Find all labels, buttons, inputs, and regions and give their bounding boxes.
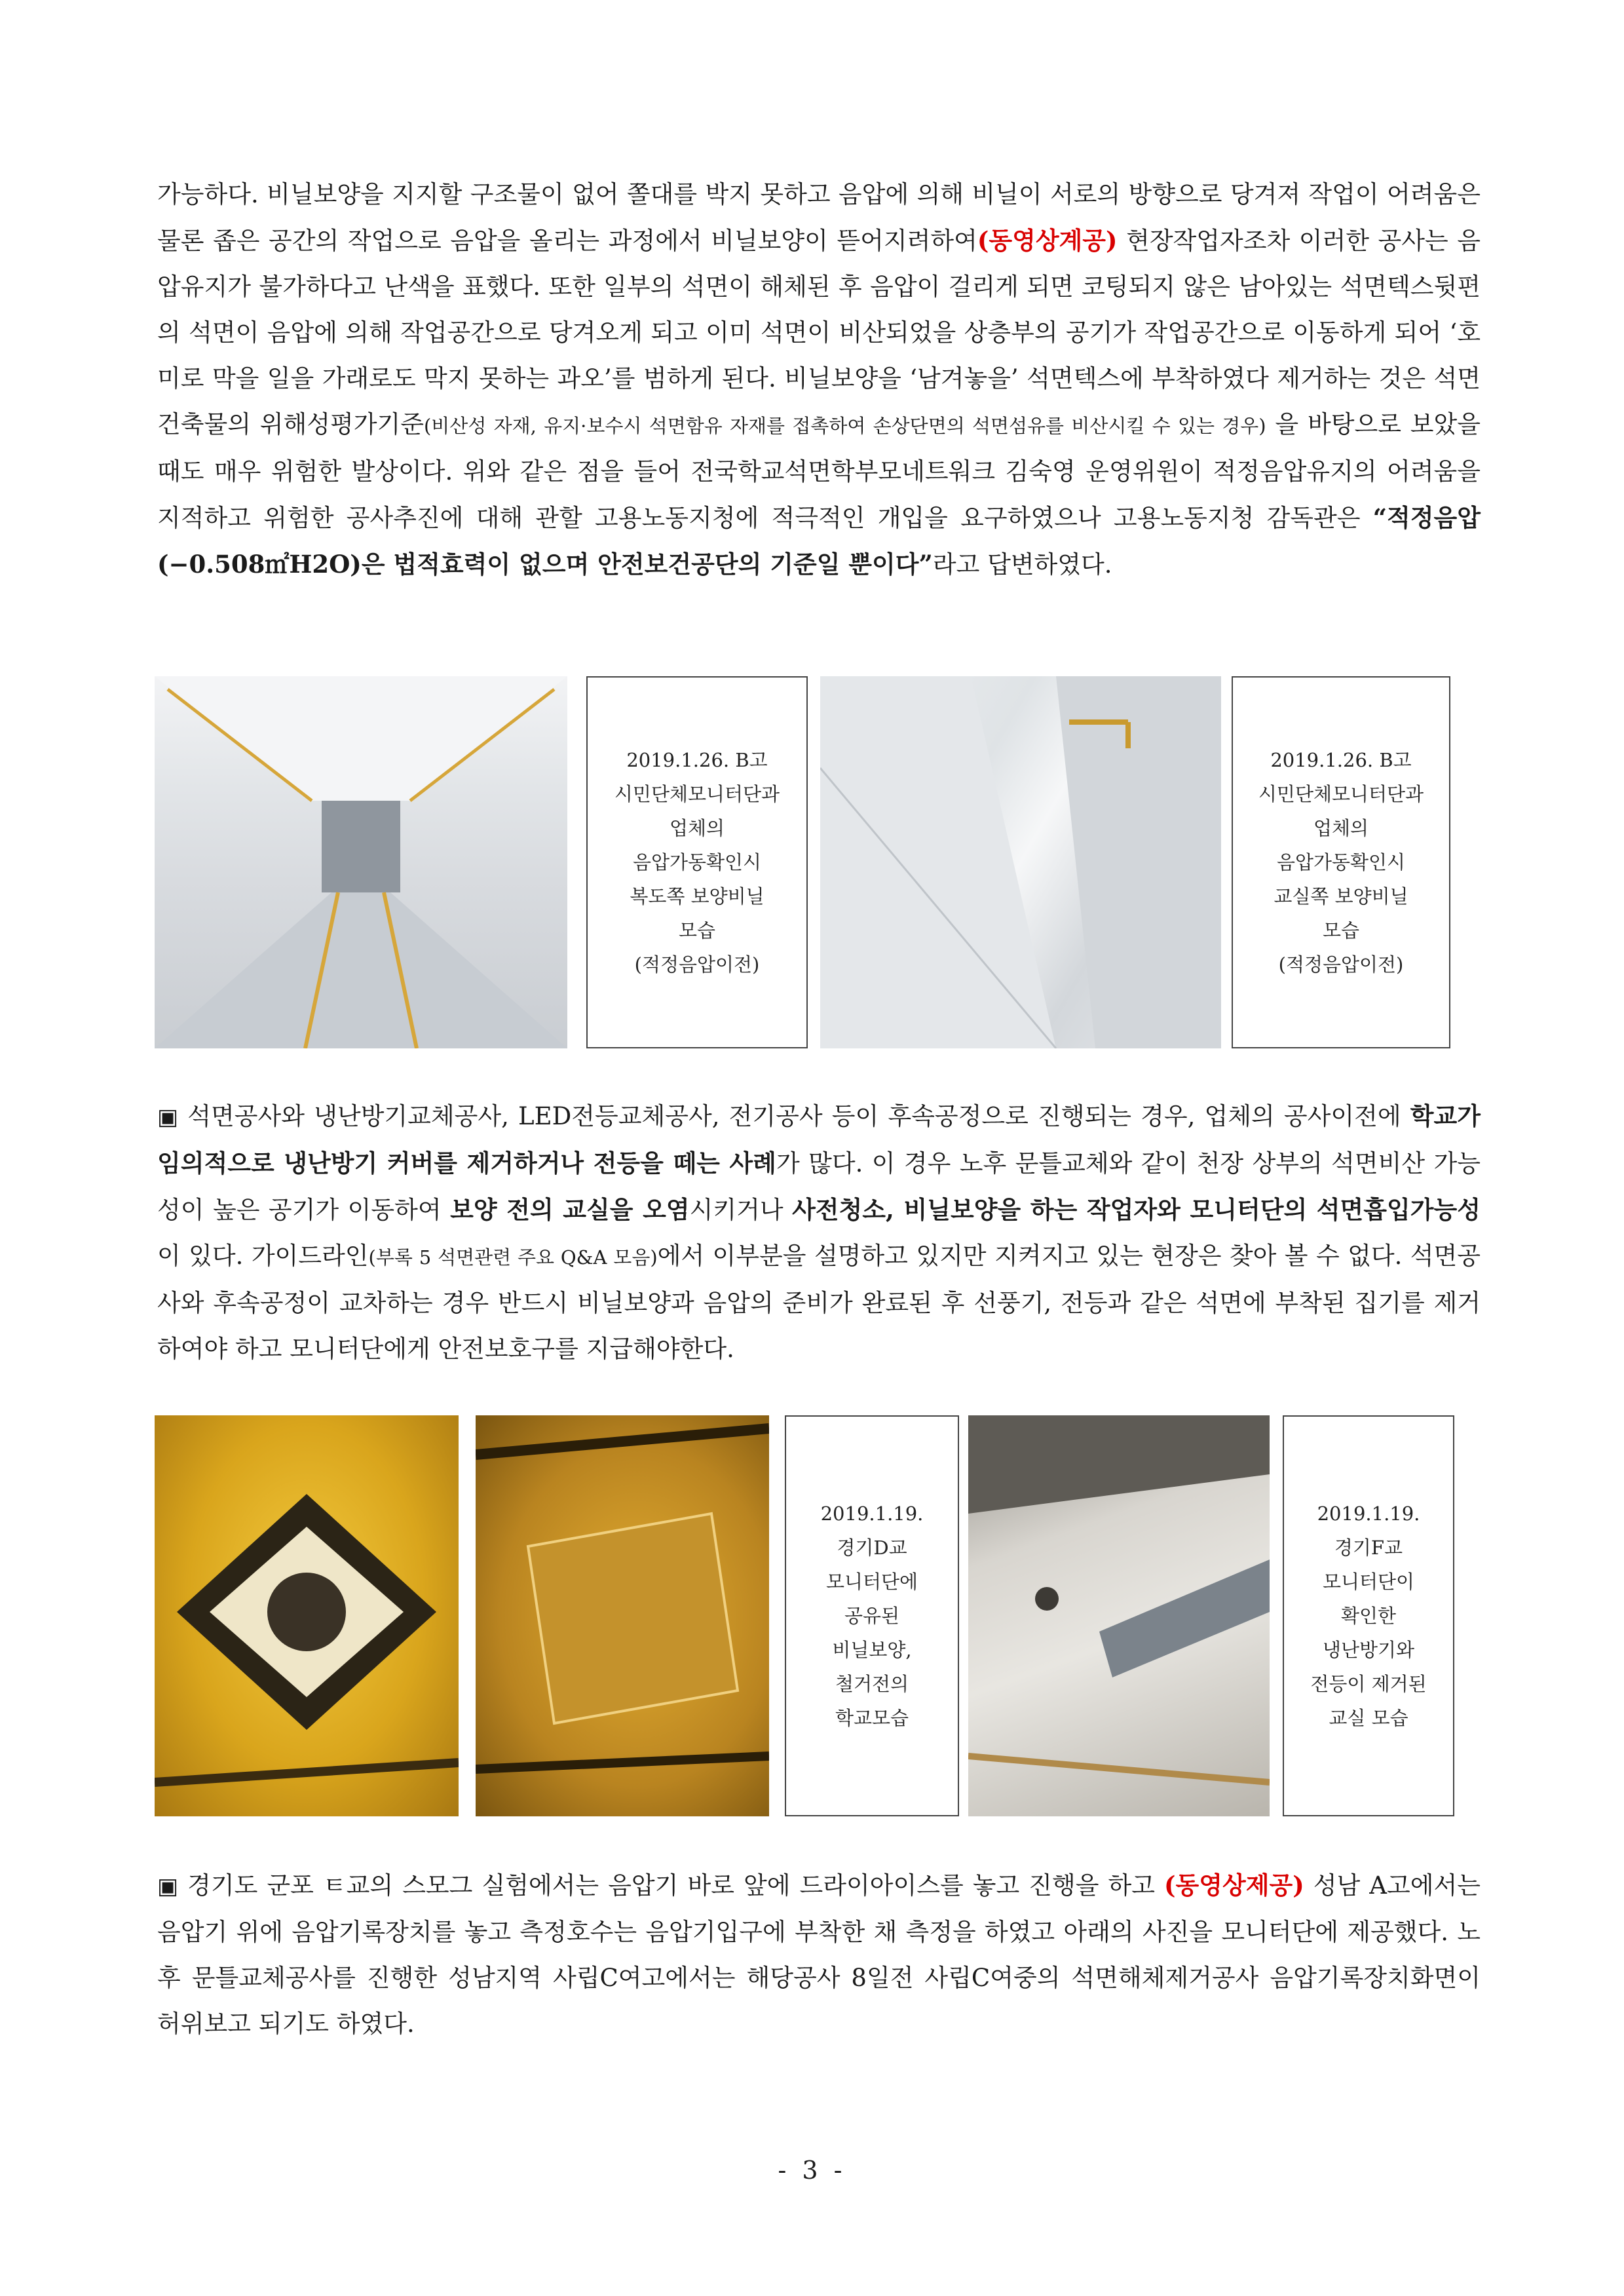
para1-text-4: 라고 답변하였다.	[932, 550, 1112, 579]
caption-text-4: 2019.1.19. 경기F교 모니터단이 확인한 냉난방기와 전등이 제거된 교실 모습	[1310, 1502, 1427, 1729]
caption-text-3: 2019.1.19. 경기D교 모니터단에 공유된 비닐보양, 철거전의 학교모습	[820, 1502, 924, 1729]
photo-ac-unit	[155, 1415, 459, 1816]
para2-bold-2: 보양 전의 교실을 오염	[450, 1195, 690, 1224]
caption-box-4	[1283, 1415, 1454, 1816]
caption-text-2: 2019.1.26. B고 시민단체모니터단과 업체의 음압가동확인시 교실쪽 보양비닐 모습 (적정음압이전)	[1258, 749, 1424, 976]
para2-text-1: 석면공사와 냉난방기교체공사, LED전등교체공사, 전기공사 등이 후속공정으로 진행되는 경우, 업체의 공사이전에	[178, 1102, 1410, 1130]
para2-text-3: 시키거나	[689, 1196, 793, 1224]
para2-note: (부록 5 석면관련 주요 Q&A 모음)	[368, 1246, 658, 1269]
video-link-label-1: (동영상계공)	[977, 226, 1118, 255]
para2-text-4: 이 있다. 가이드라인	[157, 1242, 369, 1270]
classroom-photo-drawing	[820, 676, 1221, 1048]
para2-text-2: 가 많다. 이 경우 노후 문틀교체와 같이 천장 상부의 석면비산 가능성이 높은 공기가 이동하여	[157, 1149, 1481, 1224]
para2-bold-3: 사전청소, 비닐보양을 하는 작업자와 모니터단의 석면흡입가능성	[792, 1195, 1481, 1224]
para1-text-2: 현장작업자조차 이러한 공사는 음압유지가 불가하다고 난색을 표했다. 또한 일부의 석면이 해체된 후 음압이 걸리게 되면 코팅되지 않은 남아있는 석면텍스뒷편의 석면이 음압에 의해 작업공간으로 당겨오게 되고 이미 석면이 비산되었을 상층부의 공기가 작업공간으로 이동하게 되어 ‘호미로 막을 일을 가래로도 막지 못하는 과오’를 범하게 된다. 비닐보양을 ‘남겨놓을’ 석면텍스에 부착하였다 제거하는 것은 석면건축물의 위해성평가기준	[157, 227, 1481, 438]
caption-box-2	[1232, 676, 1450, 1048]
caption-text-1: 2019.1.26. B고 시민단체모니터단과 업체의 음압가동확인시 복도쪽 보양비닐 모습 (적정음압이전)	[614, 749, 780, 976]
square-bullet-icon: ▣	[157, 1104, 179, 1130]
vinyl-photo-drawing	[476, 1415, 769, 1816]
photo-classroom-vinyl	[820, 676, 1221, 1048]
para3-text-1: 경기도 군포 ㅌ교의 스모그 실험에서는 음압기 바로 앞에 드라이아이스를 놓고 진행을 하고	[178, 1871, 1165, 1900]
page-number: - 3 -	[778, 2156, 846, 2185]
photo-vinyl-covered-unit	[476, 1415, 769, 1816]
ac-photo-drawing	[155, 1415, 459, 1816]
photo-corridor-vinyl	[155, 676, 567, 1048]
para1-quote: “적정음압(−0.508㎡H2O)은 법적효력이 없으며 안전보건공단의 기준일 뿐이다”	[157, 503, 1481, 579]
paragraph-3	[157, 1862, 1481, 2047]
para2-text-5: 에서 이부분을 설명하고 있지만 지켜지고 있는 현장은 찾아 볼 수 없다. 석면공사와 후속공정이 교차하는 경우 반드시 비닐보양과 음압의 준비가 완료된 후 선풍기, 전등과 같은 석면에 부착된 집기를 제거하여야 하고 모니터단에게 안전보호구를 지급해야한다.	[157, 1242, 1481, 1363]
para1-text-1: 가능하다. 비닐보양을 지지할 구조물이 없어 쫄대를 박지 못하고 음압에 의해 비닐이 서로의 방향으로 당겨져 작업이 어려움은 물론 좁은 공간의 작업으로 음압을 올리는 과정에서 비닐보양이 뜯어지려하여	[157, 180, 1481, 255]
paragraph-1	[157, 172, 1481, 588]
para1-text-3: 을 바탕으로 보았을 때도 매우 위험한 발상이다. 위와 같은 점을 들어 전국학교석면학부모네트워크 김숙영 운영위원이 적정음압유지의 어려움을 지적하고 위험한 공사추진에 대해 관할 고용노동지청에 적극적인 개입을 요구하였으나 고용노동지청 감독관은	[157, 410, 1481, 532]
square-bullet-icon: ▣	[157, 1873, 179, 1900]
video-link-label-2: (동영상제공)	[1164, 1871, 1304, 1900]
para3-text-2: 성남 A고에서는 음압기 위에 음압기록장치를 놓고 측정호수는 음압기입구에 부착한 채 측정을 하였고 아래의 사진을 모니터단에 제공했다. 노후 문틀교체공사를 진행한 성남지역 사립C여고에서는 해당공사 8일전 사립C여중의 석면해체제거공사 음압기록장치화면이 허위보고 되기도 하였다.	[157, 1871, 1481, 2038]
corridor-photo-drawing	[155, 676, 567, 1048]
caption-box-1	[586, 676, 808, 1048]
para1-note: (비산성 자재, 유지·보수시 석면함유 자재를 접촉하여 손상단면의 석면섬유를 비산시킬 수 있는 경우)	[423, 415, 1266, 437]
paragraph-2	[157, 1093, 1481, 1372]
ceiling-photo-drawing	[968, 1415, 1270, 1816]
photo-ceiling-removed	[968, 1415, 1270, 1816]
caption-box-3	[785, 1415, 959, 1816]
para2-bold-1: 학교가 임의적으로 냉난방기 커버를 제거하거나 전등을 떼는 사례	[157, 1101, 1481, 1177]
